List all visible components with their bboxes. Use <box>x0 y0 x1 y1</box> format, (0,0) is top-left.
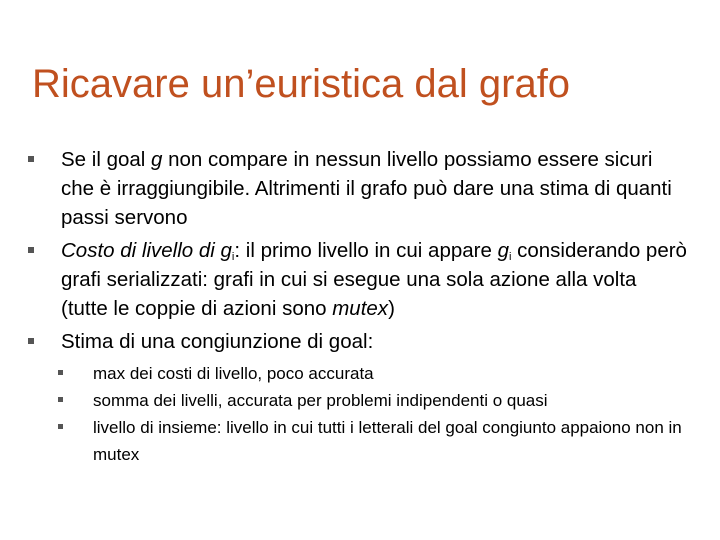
bullet-item <box>28 236 688 323</box>
square-bullet-icon <box>58 397 63 402</box>
bullet-list <box>28 145 688 468</box>
bullet-text: Stima di una congiunzione di goal: <box>61 330 374 353</box>
sub-bullet-text: somma dei livelli, accurata per problemi indipendenti o quasi <box>93 391 548 410</box>
bullet-item <box>28 145 688 232</box>
slide-title: Ricavare un’euristica dal grafo <box>32 62 571 106</box>
square-bullet-icon <box>58 424 63 429</box>
sub-bullet-text: max dei costi di livello, poco accurata <box>93 364 374 383</box>
sub-bullet-list <box>28 360 688 468</box>
sub-bullet-item <box>58 360 688 387</box>
bullet-text: Costo di livello di $g_i$: il primo livello in cui appare $g_i$ considerando però grafi serializzati: grafi in cui si esegue una sola azione alla volta (tutte le coppie di azioni sono mutex) <box>61 239 687 320</box>
sub-bullet-item <box>58 414 688 468</box>
sub-bullet-item <box>58 387 688 414</box>
square-bullet-icon <box>28 338 34 344</box>
square-bullet-icon <box>28 247 34 253</box>
square-bullet-icon <box>58 370 63 375</box>
square-bullet-icon <box>28 156 34 162</box>
bullet-text: Se il goal g non compare in nessun livello possiamo essere sicuri che è irraggiungibile. Altrimenti il grafo può dare una stima di quanti passi servono <box>61 148 672 229</box>
bullet-item <box>28 327 688 356</box>
sub-bullet-text: livello di insieme: livello in cui tutti i letterali del goal congiunto appaiono non in mutex <box>93 418 682 464</box>
